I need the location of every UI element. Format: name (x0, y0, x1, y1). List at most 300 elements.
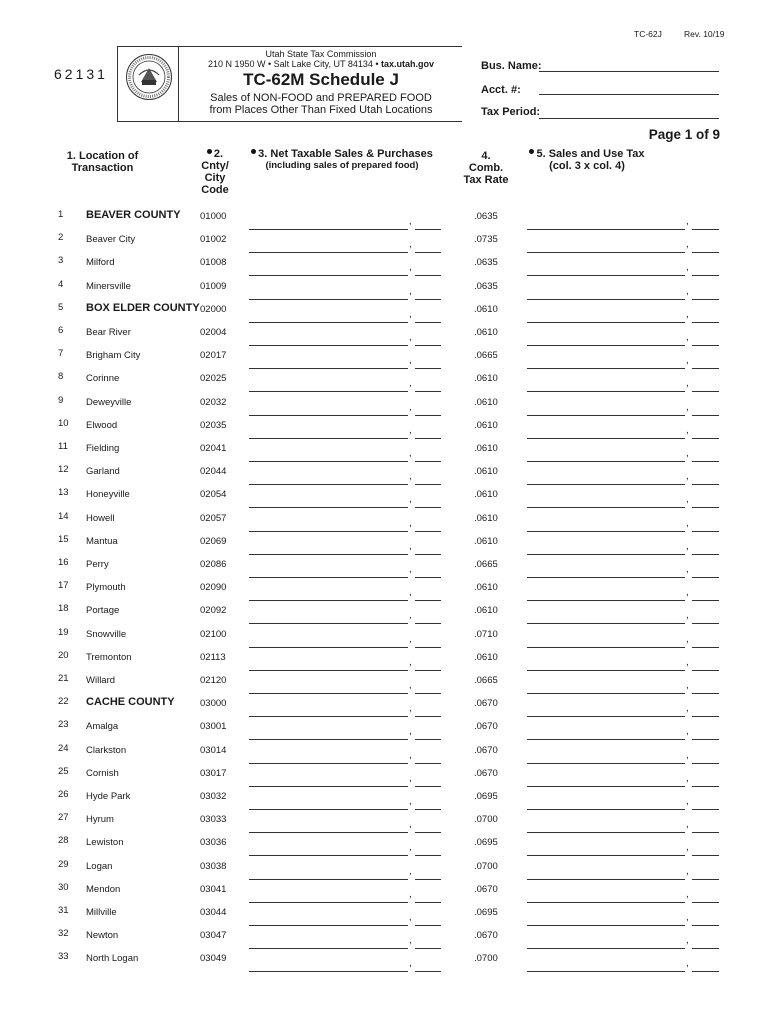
comma-separator: , (686, 796, 689, 807)
net-sales-cents-field[interactable] (415, 406, 441, 416)
row-number: 4 (58, 278, 64, 290)
net-sales-dollars-field[interactable] (249, 359, 408, 369)
location-code: 03014 (200, 744, 227, 756)
location-code: 02044 (200, 466, 227, 478)
tax-rate: .0695 (474, 837, 498, 849)
tax-cents-field[interactable] (692, 730, 719, 740)
location-code: 03000 (200, 698, 227, 710)
row-number: 6 (58, 325, 64, 336)
form-title: TC-62M Schedule J (243, 70, 399, 89)
row-number: 16 (58, 557, 69, 568)
tax-dollars-field[interactable] (527, 962, 685, 972)
tax-cents-field[interactable] (692, 684, 719, 694)
tax-cents-field[interactable] (692, 707, 719, 717)
tax-dollars-field[interactable] (527, 846, 685, 856)
agency-name: Utah State Tax Commission (265, 49, 377, 59)
net-sales-dollars-field[interactable] (249, 498, 408, 508)
row-number: 18 (58, 603, 69, 615)
table-row (0, 766, 770, 789)
tax-cents-field[interactable] (692, 243, 719, 253)
net-sales-cents-field[interactable] (415, 893, 441, 903)
net-sales-cents-field[interactable] (415, 614, 441, 624)
tax-rate: .0670 (474, 721, 498, 733)
table-row (0, 255, 770, 278)
table-row (0, 951, 770, 974)
net-sales-cents-field[interactable] (415, 870, 441, 880)
tax-dollars-field[interactable] (527, 243, 685, 253)
comma-separator: , (686, 587, 689, 599)
location-code: 02004 (200, 327, 227, 338)
tax-dollars-field[interactable] (527, 939, 685, 949)
net-sales-dollars-field[interactable] (249, 591, 408, 601)
net-sales-dollars-field[interactable] (249, 429, 408, 439)
comma-separator: , (409, 865, 412, 877)
net-sales-dollars-field[interactable] (249, 220, 408, 230)
location-code: 03047 (200, 930, 227, 942)
tax-dollars-field[interactable] (527, 870, 685, 880)
net-sales-cents-field[interactable] (415, 475, 441, 485)
row-number: 11 (58, 441, 68, 452)
location-code: 02054 (200, 489, 227, 501)
tax-cents-field[interactable] (692, 336, 719, 346)
table-row (0, 743, 770, 766)
comma-separator: , (686, 378, 689, 390)
tax-dollars-field[interactable] (527, 614, 685, 624)
tax-rate: .0670 (474, 930, 498, 942)
tax-cents-field[interactable] (692, 823, 719, 833)
tax-dollars-field[interactable] (527, 406, 685, 416)
row-number: 26 (58, 789, 69, 800)
table-row (0, 511, 770, 534)
location-name: Fielding (86, 443, 120, 454)
net-sales-cents-field[interactable] (415, 800, 441, 810)
comma-separator: , (409, 378, 412, 390)
comma-separator: , (686, 865, 689, 877)
comma-separator: , (686, 471, 689, 483)
col4-heading: 4. Comb. Tax Rate (463, 150, 509, 186)
tax-cents-field[interactable] (692, 638, 719, 648)
location-code: 02057 (200, 512, 227, 524)
tax-rate: .0635 (474, 211, 498, 222)
table-row (0, 835, 770, 858)
net-sales-dollars-field[interactable] (249, 452, 408, 462)
net-sales-dollars-field[interactable] (249, 846, 408, 856)
table-row (0, 580, 770, 603)
agency-address: 210 N 1950 W • Salt Lake City, UT 84134 • tax.utah.gov (207, 59, 435, 69)
location-name: Portage (86, 605, 120, 617)
net-sales-cents-field[interactable] (415, 429, 441, 439)
net-sales-dollars-field[interactable] (249, 266, 408, 276)
tax-cents-field[interactable] (692, 359, 719, 369)
net-sales-cents-field[interactable] (415, 823, 441, 833)
net-sales-cents-field[interactable] (415, 754, 441, 764)
tax-cents-field[interactable] (692, 498, 719, 508)
net-sales-dollars-field[interactable] (249, 313, 408, 323)
location-code: 03001 (200, 721, 227, 733)
tax-cents-field[interactable] (692, 846, 719, 856)
comma-separator: , (686, 656, 689, 668)
location-name: Honeyville (86, 489, 130, 501)
net-sales-cents-field[interactable] (415, 638, 441, 648)
comma-separator: , (409, 332, 412, 343)
comma-separator: , (409, 749, 412, 761)
net-sales-dollars-field[interactable] (249, 545, 408, 555)
comma-separator: , (686, 216, 689, 227)
comma-separator: , (409, 494, 412, 506)
net-sales-dollars-field[interactable] (249, 800, 408, 810)
tax-rate: .0610 (474, 396, 498, 408)
row-number: 31 (58, 905, 69, 916)
tax-cents-field[interactable] (692, 777, 719, 787)
tax-rate: .0610 (474, 489, 498, 501)
comma-separator: , (686, 935, 689, 947)
net-sales-dollars-field[interactable] (249, 290, 408, 300)
tax-dollars-field[interactable] (527, 290, 685, 300)
row-number: 27 (58, 812, 69, 824)
net-sales-cents-field[interactable] (415, 684, 441, 694)
row-number: 17 (58, 580, 69, 592)
location-name: BEAVER COUNTY (86, 209, 181, 221)
bullet-icon (529, 149, 534, 154)
page-indicator: Page 1 of 9 (648, 127, 720, 142)
location-code: 03033 (200, 814, 227, 826)
location-name: Millville (86, 907, 117, 918)
tax-dollars-field[interactable] (527, 266, 685, 276)
row-number: 12 (58, 464, 69, 476)
comma-separator: , (409, 401, 412, 413)
net-sales-dollars-field[interactable] (249, 684, 408, 694)
tax-rate: .0610 (474, 373, 498, 385)
revision-date: Rev. 10/19 (684, 29, 725, 39)
tax-rate: .0710 (474, 628, 498, 640)
net-sales-cents-field[interactable] (415, 730, 441, 740)
tax-cents-field[interactable] (692, 661, 719, 671)
table-row (0, 603, 770, 626)
location-code: 02025 (200, 373, 227, 385)
row-number: 2 (58, 232, 64, 244)
net-sales-cents-field[interactable] (415, 243, 441, 253)
bus-name-label: Bus. Name: (481, 60, 542, 72)
tax-cents-field[interactable] (692, 614, 719, 624)
row-number: 14 (58, 510, 69, 522)
location-name: Elwood (86, 419, 118, 431)
net-sales-cents-field[interactable] (415, 498, 441, 508)
comma-separator: , (686, 772, 689, 784)
tax-rate: .0700 (474, 953, 498, 965)
tax-cents-field[interactable] (692, 220, 719, 230)
col3-heading: 3. Net Taxable Sales & Purchases (including sales of prepared food) (244, 148, 440, 172)
tax-cents-field[interactable] (692, 475, 719, 485)
net-sales-cents-field[interactable] (415, 591, 441, 601)
state-seal-icon (125, 53, 173, 101)
location-name: Bear River (86, 327, 131, 338)
comma-separator: , (686, 517, 689, 529)
tax-rate: .0610 (474, 651, 498, 663)
tax-rate: .0610 (474, 466, 498, 478)
col2-heading: 2. Cnty/ City Code (201, 148, 229, 196)
comma-separator: , (686, 448, 689, 459)
tax-cents-field[interactable] (692, 939, 719, 949)
tax-rate: .0635 (474, 280, 498, 292)
net-sales-cents-field[interactable] (415, 220, 441, 230)
location-name: Mantua (86, 535, 118, 547)
tax-dollars-field[interactable] (527, 916, 685, 926)
tax-dollars-field[interactable] (527, 823, 685, 833)
net-sales-cents-field[interactable] (415, 313, 441, 323)
tax-cents-field[interactable] (692, 916, 719, 926)
tax-dollars-field[interactable] (527, 545, 685, 555)
net-sales-cents-field[interactable] (415, 707, 441, 717)
net-sales-dollars-field[interactable] (249, 962, 408, 972)
table-row (0, 928, 770, 951)
comma-separator: , (686, 703, 689, 715)
comma-separator: , (686, 285, 689, 297)
row-number: 15 (58, 533, 69, 545)
net-sales-dollars-field[interactable] (249, 870, 408, 880)
net-sales-cents-field[interactable] (415, 359, 441, 369)
row-number: 9 (58, 394, 64, 406)
tax-cents-field[interactable] (692, 962, 719, 972)
tax-rate: .0665 (474, 350, 498, 362)
location-code: 01000 (200, 211, 227, 222)
tax-cents-field[interactable] (692, 800, 719, 810)
row-number: 22 (58, 696, 69, 708)
location-name: Logan (86, 860, 113, 872)
row-number: 8 (58, 371, 64, 383)
tax-dollars-field[interactable] (527, 730, 685, 740)
form-number: 62131 (54, 66, 108, 82)
table-row (0, 719, 770, 742)
comma-separator: , (409, 540, 412, 552)
table-row (0, 371, 770, 394)
tax-cents-field[interactable] (692, 870, 719, 880)
location-name: Hyde Park (86, 791, 131, 802)
location-code: 02032 (200, 396, 227, 408)
net-sales-cents-field[interactable] (415, 290, 441, 300)
location-code: 02090 (200, 582, 227, 594)
comma-separator: , (409, 308, 412, 320)
bullet-icon (251, 149, 256, 154)
table-row (0, 627, 770, 650)
tax-dollars-field[interactable] (527, 336, 685, 346)
tax-period-field[interactable] (539, 117, 719, 119)
location-name: Mendon (86, 883, 121, 895)
location-code: 02100 (200, 628, 227, 640)
tax-rate: .0610 (474, 303, 498, 315)
net-sales-dollars-field[interactable] (249, 730, 408, 740)
comma-separator: , (686, 355, 689, 367)
tax-dollars-field[interactable] (527, 707, 685, 717)
location-code: 02092 (200, 605, 227, 617)
location-code: 01008 (200, 257, 227, 269)
tax-dollars-field[interactable] (527, 661, 685, 671)
net-sales-dollars-field[interactable] (249, 707, 408, 717)
comma-separator: , (409, 912, 412, 923)
net-sales-cents-field[interactable] (415, 336, 441, 346)
location-code: 03036 (200, 837, 227, 849)
tax-cents-field[interactable] (692, 266, 719, 276)
tax-dollars-field[interactable] (527, 754, 685, 764)
location-name: Clarkston (86, 744, 127, 756)
location-name: Plymouth (86, 582, 126, 594)
table-row (0, 348, 770, 371)
tax-dollars-field[interactable] (527, 568, 685, 578)
comma-separator: , (409, 796, 412, 807)
net-sales-cents-field[interactable] (415, 916, 441, 926)
tax-cents-field[interactable] (692, 429, 719, 439)
tax-dollars-field[interactable] (527, 382, 685, 392)
tax-dollars-field[interactable] (527, 475, 685, 485)
table-row (0, 696, 770, 719)
location-code: 02041 (200, 443, 227, 454)
table-row (0, 812, 770, 835)
net-sales-dollars-field[interactable] (249, 638, 408, 648)
tax-cents-field[interactable] (692, 452, 719, 462)
col1-heading: 1. Location of Transaction (66, 150, 139, 174)
tax-rate: .0700 (474, 860, 498, 872)
table-row (0, 441, 770, 464)
net-sales-cents-field[interactable] (415, 522, 441, 532)
comma-separator: , (409, 772, 412, 784)
row-number: 19 (58, 626, 69, 638)
net-sales-cents-field[interactable] (415, 266, 441, 276)
tax-dollars-field[interactable] (527, 452, 685, 462)
location-name: Hyrum (86, 814, 114, 826)
acct-field[interactable] (539, 93, 719, 95)
net-sales-dollars-field[interactable] (249, 614, 408, 624)
comma-separator: , (686, 610, 689, 622)
tax-dollars-field[interactable] (527, 800, 685, 810)
comma-separator: , (686, 332, 689, 343)
net-sales-cents-field[interactable] (415, 846, 441, 856)
tax-rate: .0735 (474, 234, 498, 246)
location-name: Amalga (86, 721, 119, 733)
tax-cents-field[interactable] (692, 893, 719, 903)
tax-dollars-field[interactable] (527, 638, 685, 648)
table-row (0, 395, 770, 418)
tax-cents-field[interactable] (692, 545, 719, 555)
tax-rate: .0610 (474, 327, 498, 338)
comma-separator: , (409, 935, 412, 947)
location-name: Garland (86, 466, 120, 478)
row-number: 7 (58, 348, 64, 360)
net-sales-dollars-field[interactable] (249, 939, 408, 949)
tax-cents-field[interactable] (692, 406, 719, 416)
tax-cents-field[interactable] (692, 313, 719, 323)
net-sales-cents-field[interactable] (415, 568, 441, 578)
comma-separator: , (686, 912, 689, 923)
location-code: 03038 (200, 860, 227, 872)
comma-separator: , (686, 888, 689, 900)
net-sales-cents-field[interactable] (415, 661, 441, 671)
tax-dollars-field[interactable] (527, 359, 685, 369)
comma-separator: , (686, 633, 689, 645)
tax-cents-field[interactable] (692, 591, 719, 601)
tax-dollars-field[interactable] (527, 220, 685, 230)
net-sales-dollars-field[interactable] (249, 893, 408, 903)
tax-cents-field[interactable] (692, 568, 719, 578)
table-row (0, 464, 770, 487)
location-name: Perry (86, 559, 109, 570)
tax-rate: .0610 (474, 419, 498, 431)
bus-name-field[interactable] (539, 70, 719, 72)
net-sales-dollars-field[interactable] (249, 754, 408, 764)
net-sales-dollars-field[interactable] (249, 661, 408, 671)
tax-cents-field[interactable] (692, 382, 719, 392)
tax-dollars-field[interactable] (527, 684, 685, 694)
comma-separator: , (409, 517, 412, 529)
net-sales-dollars-field[interactable] (249, 475, 408, 485)
tax-cents-field[interactable] (692, 522, 719, 532)
tax-dollars-field[interactable] (527, 498, 685, 508)
row-number: 3 (58, 255, 64, 267)
tax-dollars-field[interactable] (527, 893, 685, 903)
net-sales-dollars-field[interactable] (249, 406, 408, 416)
location-name: Willard (86, 675, 116, 686)
net-sales-dollars-field[interactable] (249, 243, 408, 253)
comma-separator: , (686, 749, 689, 761)
net-sales-dollars-field[interactable] (249, 916, 408, 926)
tax-dollars-field[interactable] (527, 313, 685, 323)
tax-rate: .0670 (474, 767, 498, 779)
location-name: Corinne (86, 373, 120, 385)
comma-separator: , (409, 262, 412, 274)
net-sales-dollars-field[interactable] (249, 522, 408, 532)
tax-dollars-field[interactable] (527, 777, 685, 787)
table-row (0, 905, 770, 928)
row-number: 25 (58, 765, 69, 777)
net-sales-dollars-field[interactable] (249, 382, 408, 392)
net-sales-cents-field[interactable] (415, 939, 441, 949)
location-code: 02017 (200, 350, 227, 362)
location-name: CACHE COUNTY (86, 696, 175, 709)
location-name: BOX ELDER COUNTY (86, 301, 200, 314)
net-sales-cents-field[interactable] (415, 452, 441, 462)
comma-separator: , (686, 726, 689, 738)
table-row (0, 325, 770, 348)
tax-rate: .0670 (474, 883, 498, 895)
tax-cents-field[interactable] (692, 290, 719, 300)
tax-rate: .0670 (474, 698, 498, 710)
comma-separator: , (409, 424, 412, 436)
row-number: 20 (58, 649, 69, 661)
net-sales-dollars-field[interactable] (249, 568, 408, 578)
net-sales-cents-field[interactable] (415, 545, 441, 555)
comma-separator: , (409, 471, 412, 483)
tax-dollars-field[interactable] (527, 429, 685, 439)
tax-cents-field[interactable] (692, 754, 719, 764)
table-row (0, 418, 770, 441)
net-sales-dollars-field[interactable] (249, 336, 408, 346)
location-code: 03032 (200, 791, 227, 802)
net-sales-cents-field[interactable] (415, 382, 441, 392)
comma-separator: , (409, 680, 412, 691)
comma-separator: , (409, 216, 412, 227)
net-sales-cents-field[interactable] (415, 777, 441, 787)
row-number: 30 (58, 881, 69, 893)
table-row (0, 209, 770, 232)
net-sales-cents-field[interactable] (415, 962, 441, 972)
bullet-icon (207, 149, 212, 154)
comma-separator: , (409, 448, 412, 459)
net-sales-dollars-field[interactable] (249, 823, 408, 833)
location-name: North Logan (86, 953, 139, 965)
tax-dollars-field[interactable] (527, 522, 685, 532)
net-sales-dollars-field[interactable] (249, 777, 408, 787)
comma-separator: , (409, 633, 412, 645)
tax-dollars-field[interactable] (527, 591, 685, 601)
table-row (0, 534, 770, 557)
